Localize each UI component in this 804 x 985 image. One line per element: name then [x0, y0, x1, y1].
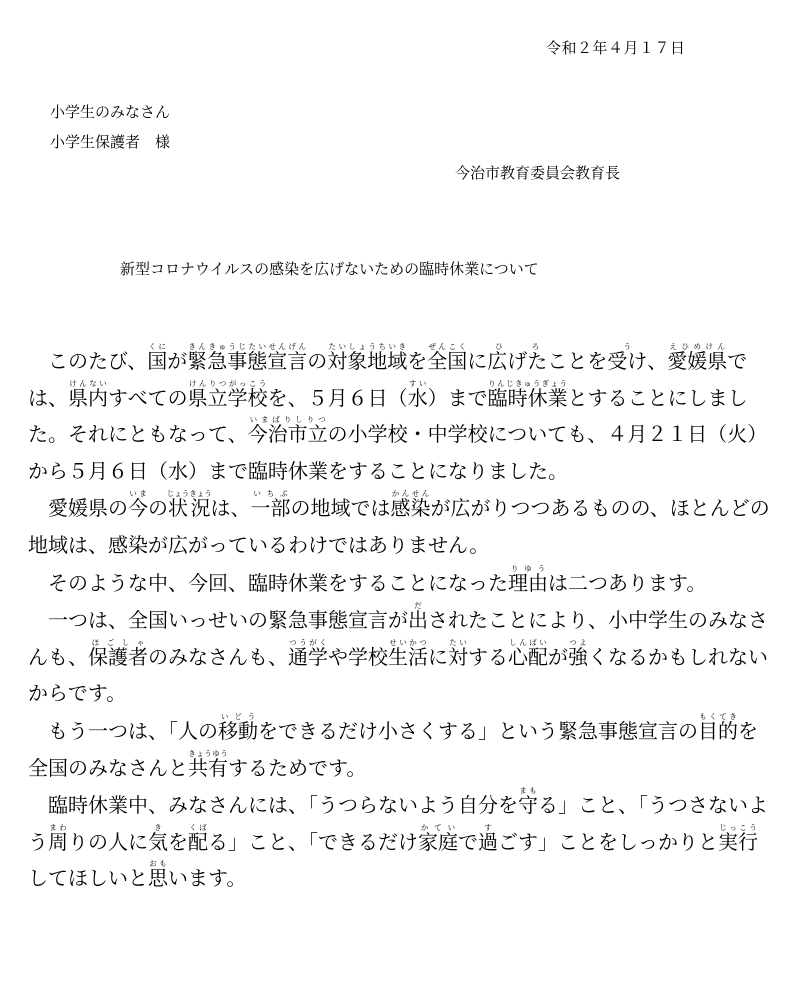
furigana-word [68, 378, 108, 410]
furigana-reading: けんない [68, 378, 108, 388]
body-text: ことを [547, 349, 608, 373]
furigana-word [288, 637, 328, 669]
body-text: で [458, 829, 478, 854]
ruby-base: 国 [147, 349, 168, 373]
body-paragraph [28, 712, 776, 786]
ruby-base: 県立学校 [187, 385, 268, 410]
body-paragraph [28, 786, 776, 897]
body-text: 臨時休業中、みなさんには、「うつらないよう自分を [48, 793, 518, 818]
body-text: 、 [647, 349, 668, 373]
ruby-base: 生活 [388, 644, 428, 669]
ruby-base: 共有 [188, 755, 228, 780]
furigana-reading: しんぱい [508, 637, 548, 647]
furigana-word [508, 563, 548, 595]
ruby-base: 保護者 [88, 644, 148, 669]
body-text: を全国のみなさんと [28, 718, 758, 780]
furigana-word [48, 822, 68, 854]
ruby-base: 緊急事態宣言 [187, 349, 308, 373]
furigana-word [88, 637, 148, 669]
body-text: 一つは、全国いっせいの緊急事態宣言が [48, 608, 408, 633]
furigana-reading: きょうゆう [188, 748, 228, 758]
furigana-word [390, 489, 431, 521]
addressee-students: 小学生のみなさん [50, 103, 171, 121]
furigana-word [448, 637, 468, 669]
body-text: る」こと、「うつさないよう [28, 793, 768, 854]
furigana-word [518, 786, 538, 818]
furigana-word [148, 859, 168, 891]
ruby-base: 強 [568, 644, 588, 669]
furigana-word [407, 378, 428, 410]
furigana-reading: う [607, 342, 648, 351]
furigana-word [667, 342, 728, 373]
ruby-base: 出 [408, 608, 428, 633]
ruby-base: 愛媛県 [667, 349, 728, 373]
body-text: では、 [28, 349, 748, 410]
document-date: 令和２年４月１７日 [546, 39, 686, 57]
ruby-base: 今治市立 [247, 422, 328, 447]
furigana-word [218, 711, 258, 743]
furigana-word [607, 342, 648, 373]
furigana-reading: ぜんこく [427, 342, 468, 351]
furigana-reading: たい [448, 637, 468, 647]
furigana-word [427, 342, 468, 373]
furigana-word [166, 489, 212, 521]
body-paragraph [28, 489, 776, 563]
document-title: 新型コロナウイルスの感染を広げないための臨時休業について [120, 260, 539, 278]
body-text: います。 [168, 866, 247, 891]
body-paragraph [28, 564, 776, 602]
furigana-reading: まも [518, 786, 538, 796]
ruby-base: 実行 [718, 829, 758, 854]
ruby-base: 対象地域 [327, 349, 408, 373]
body-text: する [468, 644, 508, 669]
furigana-word [568, 637, 588, 669]
body-text: ごす」ことをしっかりと [498, 829, 718, 854]
furigana-reading: ひろ [487, 342, 548, 351]
furigana-reading: りゆう [508, 563, 548, 573]
addressee-guardians: 小学生保護者 様 [50, 133, 171, 151]
ruby-base: 広げた [487, 349, 548, 373]
furigana-reading: つうがく [288, 637, 328, 647]
ruby-base: 過 [478, 829, 498, 854]
ruby-base: 移動 [218, 718, 258, 743]
ruby-base: 守 [518, 793, 538, 818]
body-text: すべての [108, 385, 188, 410]
ruby-base: 全国 [427, 349, 468, 373]
body-paragraph [28, 342, 776, 489]
ruby-base: 目的 [698, 718, 738, 743]
furigana-reading: つよ [568, 637, 588, 647]
furigana-reading: かてい [418, 822, 458, 832]
furigana-reading: じっこう [718, 822, 758, 832]
body-text: を [168, 829, 188, 854]
body-text: を [407, 349, 428, 373]
furigana-word [418, 822, 458, 854]
ruby-base: 一部 [250, 496, 291, 521]
body-text: くなるかもしれないからです。 [28, 644, 768, 706]
furigana-word [187, 342, 308, 373]
furigana-reading: いま [128, 489, 148, 499]
body-text: するためです。 [228, 755, 367, 780]
furigana-reading: まわ [48, 822, 68, 832]
body-text: をできるだけ小さくする」という緊急事態宣言の [258, 718, 698, 743]
furigana-reading: き [148, 822, 168, 832]
body-text: してほしいと [28, 866, 148, 891]
furigana-reading: たいしょうちいき [327, 342, 408, 351]
furigana-word [147, 342, 168, 373]
ruby-base: 理由 [508, 570, 548, 595]
body-text: そのような中、今回、臨時休業をすることになった [48, 570, 508, 595]
body-text: もう一つは、「人の [48, 718, 218, 743]
furigana-word [187, 378, 268, 410]
furigana-reading: くば [188, 822, 208, 832]
furigana-word [188, 748, 228, 780]
furigana-word [698, 711, 738, 743]
furigana-reading: いちぶ [250, 489, 291, 499]
body-text: る」こと、「できるだけ [208, 829, 418, 854]
furigana-reading: す [478, 822, 498, 832]
body-text: は、 [210, 496, 251, 521]
body-text: の [307, 349, 328, 373]
furigana-word [388, 637, 428, 669]
furigana-word [128, 489, 148, 521]
body-paragraph [28, 601, 776, 712]
furigana-reading: かんせん [390, 489, 431, 499]
furigana-reading: けんりつがっこう [187, 378, 268, 388]
body-text: は二つあります。 [548, 570, 707, 595]
furigana-word [487, 378, 568, 410]
sender: 今治市教育委員会教育長 [455, 164, 621, 182]
furigana-word [148, 822, 168, 854]
furigana-reading: りんじきゅうぎょう [487, 378, 568, 388]
ruby-base: 配 [188, 829, 208, 854]
body-text: に [467, 349, 488, 373]
body-text: に [428, 644, 448, 669]
furigana-word [188, 822, 208, 854]
body-text: が広がりつつあるものの、ほとんどの地域は、感染が広がっているわけではありません。 [28, 496, 770, 557]
ruby-base: 気 [148, 829, 168, 854]
body-text: が [167, 349, 188, 373]
ruby-base: 心配 [508, 644, 548, 669]
furigana-word [508, 637, 548, 669]
ruby-base: 感染 [390, 496, 431, 521]
furigana-reading: すい [407, 378, 428, 388]
body-text: を、５月６日（ [267, 385, 408, 410]
ruby-base: 通学 [288, 644, 328, 669]
body-text: りの人に [68, 829, 148, 854]
furigana-reading: おも [148, 859, 168, 869]
furigana-reading: いどう [218, 711, 258, 721]
body-text: の小学校・中学校についても、４月２１日（火）から５月６日（水）まで臨時休業をすることになりました。 [28, 422, 768, 483]
furigana-word [487, 342, 548, 373]
furigana-reading: きんきゅうじたいせんげん [187, 342, 308, 351]
furigana-reading: だ [408, 601, 428, 611]
ruby-base: 周 [48, 829, 68, 854]
ruby-base: 対 [448, 644, 468, 669]
furigana-word [408, 601, 428, 633]
ruby-base: 県内 [68, 385, 108, 410]
furigana-word [247, 415, 328, 447]
ruby-base: 思 [148, 866, 168, 891]
document-body [28, 342, 776, 897]
body-text: されたことにより、小中学生のみなさんも、 [28, 608, 768, 669]
furigana-word [250, 489, 291, 521]
furigana-word [718, 822, 758, 854]
ruby-base: 受け [607, 349, 648, 373]
body-text: このたび、 [48, 349, 148, 373]
body-text: のみなさんも、 [148, 644, 288, 669]
furigana-reading: もくてき [698, 711, 738, 721]
body-text: が [548, 644, 568, 669]
body-text: や学校 [328, 644, 388, 669]
ruby-base: 今 [128, 496, 148, 521]
ruby-base: 臨時休業 [487, 385, 568, 410]
furigana-reading: いまばりしりつ [247, 415, 328, 425]
furigana-reading: くに [147, 342, 168, 351]
body-text: の地域では [290, 496, 391, 521]
body-text: とすることにしました。それにともなって、 [28, 385, 748, 447]
furigana-reading: ほごしゃ [88, 637, 148, 647]
ruby-base: 家庭 [418, 829, 458, 854]
body-text: 愛媛県の [48, 496, 128, 521]
furigana-reading: じょうきょう [166, 489, 212, 499]
furigana-word [478, 822, 498, 854]
furigana-reading: えひめけん [667, 342, 728, 351]
body-text: の [148, 496, 168, 521]
ruby-base: 状況 [166, 496, 212, 521]
furigana-reading: せいかつ [388, 637, 428, 647]
ruby-base: 水 [407, 385, 428, 410]
furigana-word [327, 342, 408, 373]
body-text: ）まで [427, 385, 488, 410]
